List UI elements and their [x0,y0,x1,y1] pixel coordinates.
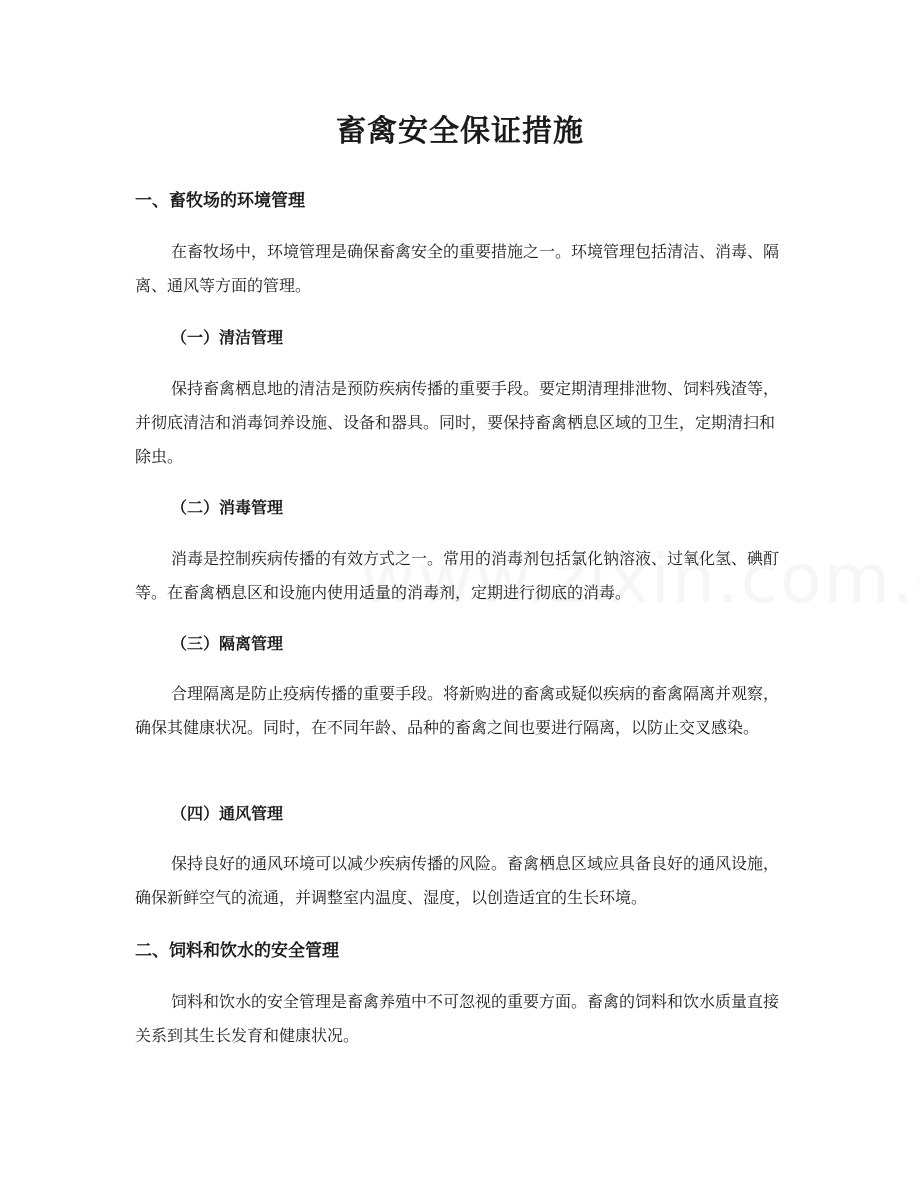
subsection-1-heading: （一）清洁管理 [171,328,284,347]
subsection-4-heading: （四）通风管理 [171,804,284,823]
subsection-1-body: 保持畜禽栖息地的清洁是预防疾病传播的重要手段。要定期清理排泄物、饲料残渣等，并彻底清洁和消毒饲养设施、设备和器具。同时，要保持畜禽栖息区域的卫生，定期清扫和除虫。 [135,379,780,466]
subsection-3-body: 合理隔离是防止疫病传播的重要手段。将新购进的畜禽或疑似疾病的畜禽隔离并观察，确保其健康状况。同时，在不同年龄、品种的畜禽之间也要进行隔离，以防止交叉感染。 [135,684,780,737]
subsection-2-heading: （二）消毒管理 [171,498,284,517]
section-2-intro: 饲料和饮水的安全管理是畜禽养殖中不可忽视的重要方面。畜禽的饲料和饮水质量直接关系到其生长发育和健康状况。 [135,992,780,1045]
section-1-intro: 在畜牧场中，环境管理是确保畜禽安全的重要措施之一。环境管理包括清洁、消毒、隔离、通风等方面的管理。 [135,242,780,295]
subsection-3-heading: （三）隔离管理 [171,634,284,653]
section-1-heading: 一、畜牧场的环境管理 [135,191,305,211]
subsection-2-body: 消毒是控制疾病传播的有效方式之一。常用的消毒剂包括氯化钠溶液、过氧化氢、碘酊等。在畜禽栖息区和设施内使用适量的消毒剂，定期进行彻底的消毒。 [135,549,780,602]
subsection-4-body: 保持良好的通风环境可以减少疾病传播的风险。畜禽栖息区域应具备良好的通风设施，确保新鲜空气的流通，并调整室内温度、湿度，以创造适宜的生长环境。 [135,854,780,907]
document-title: 畜禽安全保证措施 [336,114,584,149]
section-2-heading: 二、饲料和饮水的安全管理 [135,941,339,961]
